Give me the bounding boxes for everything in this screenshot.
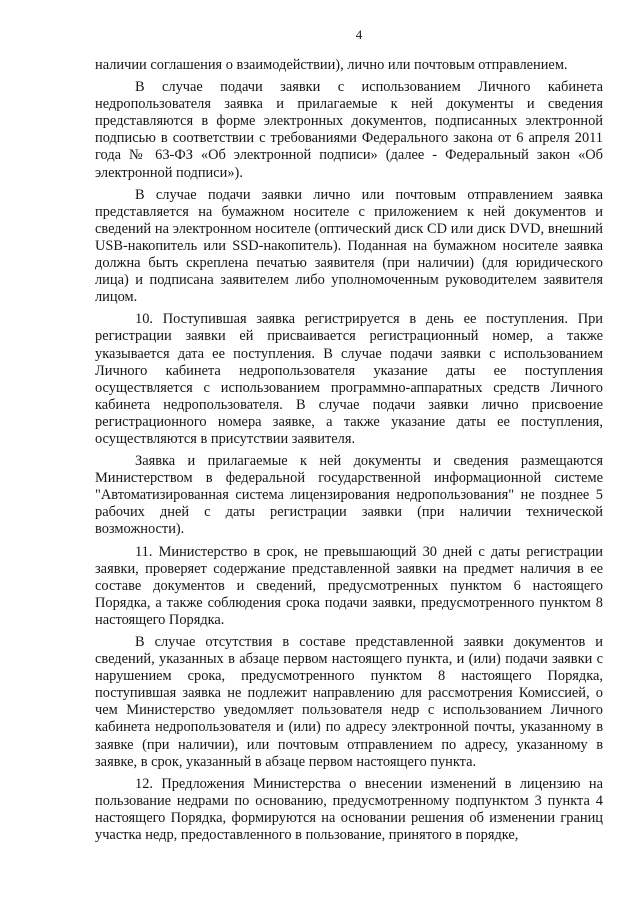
document-body	[95, 57, 603, 844]
paragraph-rejection-notice: В случае отсутствия в составе представленной заявки документов и сведений, указанных в абзаце первом настоящего пункта, и (или) подачи заявки с нарушением срока, предусмотренного пунктом 8 настоящего Порядка, поступившая заявка не подлежит направлению для рассмотрения Комиссией, о чем Министерство уведомляет пользователя недр с использованием Личного кабинета недропользователя и (или) по адресу электронной почты, указанному в заявке (при наличии), или почтовым отправлением по адресу, указанному в заявке, в срок, указанный в абзаце первом настоящего пункта.	[95, 634, 603, 770]
paragraph-clause-10: 10. Поступившая заявка регистрируется в день ее поступления. При регистрации заявки ей присваивается регистрационный номер, а также указывается дата ее поступления. В случае подачи заявки с использованием Личного кабинета недропользователя указание даты ее поступления осуществляется с использованием программно-аппаратных средств Личного кабинета недропользователя. В случае подачи заявки лично присвоение регистрационного номера заявке, а также указание даты ее поступления, осуществляются в присутствии заявителя.	[95, 311, 603, 447]
paragraph-paper-submission: В случае подачи заявки лично или почтовым отправлением заявка представляется на бумажном носителе с приложением к ней документов и сведений на электронном носителе (оптический диск CD или диск DVD, внешний USB-накопитель или SSD-накопитель). Поданная на бумажном носителе заявка должна быть скреплена печатью заявителя (при наличии) (для юридического лица) и подписана заявителем либо уполномоченным руководителем заявителя лицом.	[95, 186, 603, 306]
paragraph-clause-11: 11. Министерство в срок, не превышающий 30 дней с даты регистрации заявки, проверяет содержание представленной заявки на предмет наличия в ее составе документов и сведений, предусмотренных пунктом 6 настоящего Порядка, а также соблюдения срока подачи заявки, предусмотренного пунктом 8 настоящего Порядка.	[95, 543, 603, 628]
paragraph-registration-placement: Заявка и прилагаемые к ней документы и сведения размещаются Министерством в федеральной государственной информационной системе "Автоматизированная система лицензирования недропользования" не позднее 5 рабочих дней с даты регистрации заявки (при наличии технической возможности).	[95, 453, 603, 538]
paragraph-clause-12: 12. Предложения Министерства о внесении изменений в лицензию на пользование недрами по основанию, предусмотренному подпунктом 3 пункта 4 настоящего Порядка, формируются на основании решения об изменении границ участка недр, предоставленного в пользование, принятого в порядке,	[95, 775, 603, 844]
page-number: 4	[355, 27, 363, 42]
paragraph-continuation: наличии соглашения о взаимодействии), лично или почтовым отправлением.	[95, 57, 568, 73]
paragraph-electronic-submission: В случае подачи заявки с использованием Личного кабинета недропользователя заявка и прилагаемые к ней документы и сведения представляются в форме электронных документов, подписанных электронной подписью в соответствии с требованиями Федерального закона от 6 апреля 2011 года № 63-ФЗ «Об электронной подписи» (далее - Федеральный закон «Об электронной подписи»).	[95, 79, 603, 181]
